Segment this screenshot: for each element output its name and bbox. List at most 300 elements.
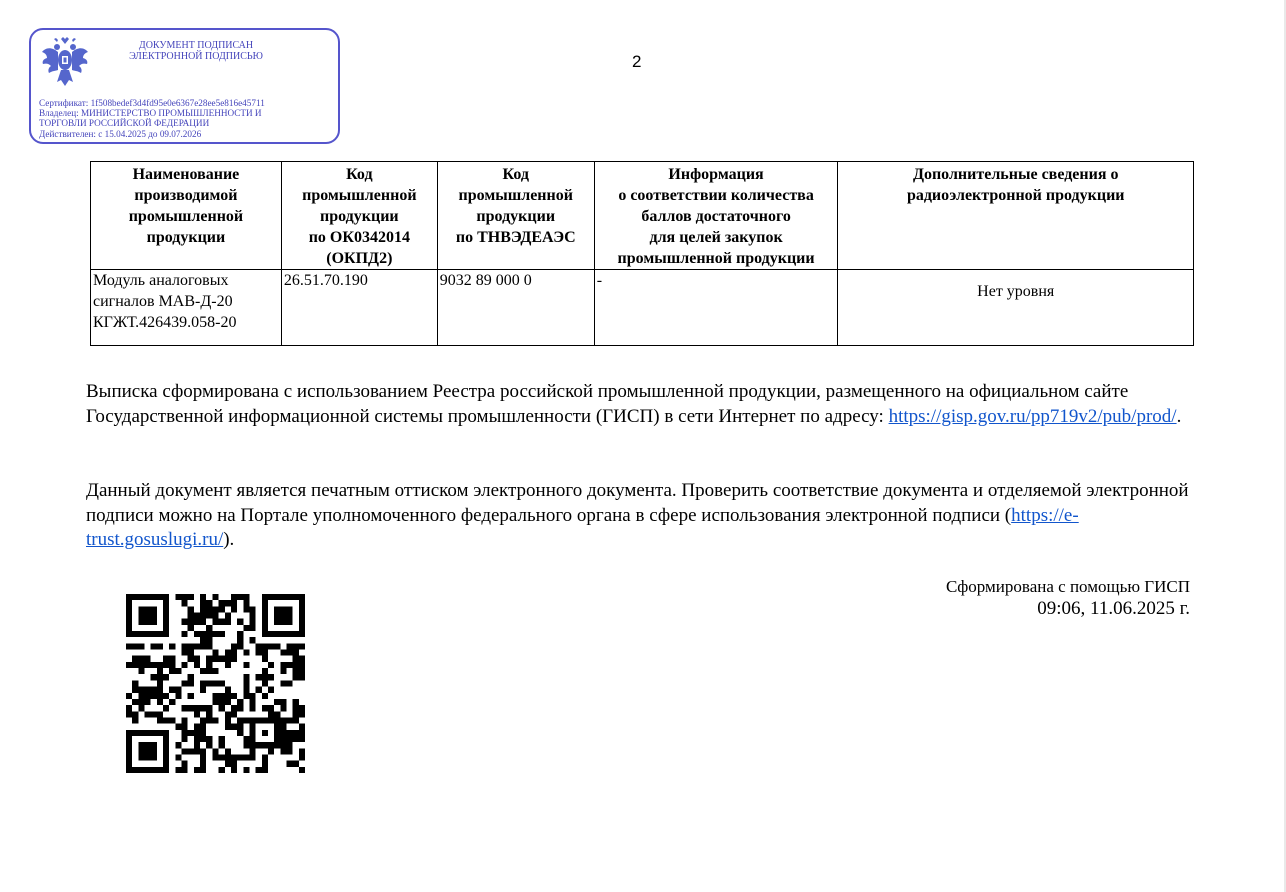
qr-module: [188, 705, 194, 711]
qr-module: [225, 693, 231, 699]
qr-module: [132, 656, 138, 662]
qr-module: [188, 656, 194, 662]
qr-module: [163, 674, 169, 680]
qr-module: [219, 705, 225, 711]
qr-module: [293, 594, 299, 600]
qr-module: [280, 705, 286, 711]
qr-module: [132, 643, 138, 649]
qr-module: [126, 705, 132, 711]
qr-module: [256, 767, 262, 773]
qr-module: [206, 711, 212, 717]
qr-module: [194, 631, 200, 637]
qr-module: [194, 662, 200, 668]
qr-module: [194, 619, 200, 625]
qr-module: [243, 680, 249, 686]
qr-module: [212, 594, 218, 600]
qr-module: [243, 625, 249, 631]
qr-module: [299, 643, 305, 649]
qr-module: [262, 643, 268, 649]
qr-module: [200, 631, 206, 637]
qr-module: [182, 594, 188, 600]
header-line: продукции: [476, 208, 556, 225]
qr-module: [200, 687, 206, 693]
qr-module: [299, 705, 305, 711]
qr-module: [163, 742, 169, 748]
qr-module: [262, 631, 268, 637]
stamp-title-line: ДОКУМЕНТ ПОДПИСАН: [138, 40, 254, 51]
qr-module: [268, 631, 274, 637]
qr-module: [237, 754, 243, 760]
qr-module: [274, 742, 280, 748]
qr-module: [194, 730, 200, 736]
qr-module: [286, 631, 292, 637]
qr-module: [188, 650, 194, 656]
qr-module: [145, 687, 151, 693]
qr-module: [206, 717, 212, 723]
qr-module: [268, 711, 274, 717]
qr-module: [299, 656, 305, 662]
paragraph-text: Данный документ является печатным оттиском электронного документа. Проверить соответствие документа и отделяемой электронной подписи можно на Портале уполномоченного федерального органа в сфере использования электронной подписи (: [86, 480, 1189, 526]
qr-module: [126, 761, 132, 767]
qr-module: [299, 730, 305, 736]
qr-module: [274, 643, 280, 649]
qr-module: [145, 742, 151, 748]
qr-module: [262, 730, 268, 736]
qr-module: [151, 594, 157, 600]
qr-module: [262, 754, 268, 760]
qr-module: [237, 717, 243, 723]
qr-module: [138, 742, 144, 748]
qr-module: [163, 606, 169, 612]
header-line: Дополнительные сведения о: [912, 166, 1119, 183]
qr-module: [219, 767, 225, 773]
qr-module: [175, 754, 181, 760]
qr-module: [286, 742, 292, 748]
qr-module: [299, 631, 305, 637]
qr-module: [219, 699, 225, 705]
qr-module: [151, 711, 157, 717]
qr-module: [212, 717, 218, 723]
qr-module: [299, 748, 305, 754]
qr-module: [286, 643, 292, 649]
header-line: (ОКПД2): [326, 250, 393, 267]
qr-module: [132, 687, 138, 693]
qr-module: [151, 613, 157, 619]
qr-module: [206, 656, 212, 662]
stamp-title-line: ЭЛЕКТРОННОЙ ПОДПИСЬЮ: [129, 51, 263, 62]
qr-module: [132, 662, 138, 668]
qr-module: [212, 606, 218, 612]
qr-module: [231, 650, 237, 656]
qr-module: [200, 754, 206, 760]
qr-module: [175, 693, 181, 699]
qr-module: [200, 668, 206, 674]
qr-module: [132, 717, 138, 723]
qr-module: [299, 754, 305, 760]
qr-module: [280, 619, 286, 625]
qr-module: [268, 705, 274, 711]
qr-module: [219, 631, 225, 637]
qr-module: [225, 656, 231, 662]
qr-module: [268, 643, 274, 649]
qr-module: [206, 625, 212, 631]
qr-module: [145, 619, 151, 625]
qr-module: [145, 748, 151, 754]
qr-module: [200, 724, 206, 730]
qr-module: [249, 748, 255, 754]
qr-module: [262, 656, 268, 662]
qr-module: [145, 656, 151, 662]
qr-module: [262, 606, 268, 612]
qr-module: [243, 736, 249, 742]
header-additional-info: [838, 162, 1194, 270]
qr-module: [200, 767, 206, 773]
qr-module: [293, 736, 299, 742]
cell-line: Модуль аналоговых: [93, 272, 229, 289]
qr-module: [262, 767, 268, 773]
stamp-owner: Владелец: МИНИСТЕРСТВО ПРОМЫШЛЕННОСТИ И: [39, 108, 262, 119]
qr-module: [132, 711, 138, 717]
qr-module: [194, 767, 200, 773]
qr-module: [169, 717, 175, 723]
paragraph-verification: [86, 479, 1196, 553]
qr-module: [206, 643, 212, 649]
qr-module: [262, 625, 268, 631]
qr-module: [194, 613, 200, 619]
header-product-name: [91, 162, 282, 270]
qr-module: [163, 730, 169, 736]
qr-module: [163, 736, 169, 742]
qr-module: [157, 687, 163, 693]
table-header-row: [91, 162, 1194, 270]
qr-module: [280, 668, 286, 674]
qr-module: [138, 606, 144, 612]
qr-module: [126, 736, 132, 742]
qr-module: [194, 656, 200, 662]
qr-module: [200, 600, 206, 606]
qr-module: [182, 724, 188, 730]
qr-module: [163, 662, 169, 668]
qr-module: [286, 748, 292, 754]
qr-module: [200, 748, 206, 754]
qr-module: [243, 687, 249, 693]
page-number: 2: [632, 52, 642, 71]
qr-module: [262, 650, 268, 656]
qr-module: [182, 730, 188, 736]
qr-module: [293, 717, 299, 723]
qr-module: [206, 736, 212, 742]
qr-module: [262, 761, 268, 767]
qr-module: [151, 606, 157, 612]
qr-module: [157, 767, 163, 773]
qr-module: [132, 631, 138, 637]
qr-module: [243, 662, 249, 668]
qr-module: [293, 730, 299, 736]
stamp-details: [39, 98, 265, 139]
qr-module: [280, 650, 286, 656]
qr-module: [237, 705, 243, 711]
qr-module: [286, 717, 292, 723]
qr-module: [163, 600, 169, 606]
qr-module: [182, 680, 188, 686]
qr-module: [157, 680, 163, 686]
header-line: Код: [502, 166, 529, 183]
qr-module: [157, 662, 163, 668]
qr-module: [280, 748, 286, 754]
paragraph-punct: .: [1176, 405, 1182, 427]
qr-module: [231, 754, 237, 760]
qr-module: [151, 730, 157, 736]
header-line: продукции: [146, 229, 226, 246]
qr-module: [206, 680, 212, 686]
qr-module: [145, 730, 151, 736]
qr-module: [126, 600, 132, 606]
qr-module: [237, 594, 243, 600]
qr-module: [212, 680, 218, 686]
qr-module: [138, 662, 144, 668]
qr-module: [293, 668, 299, 674]
qr-module: [200, 717, 206, 723]
qr-module: [299, 711, 305, 717]
qr-module: [231, 767, 237, 773]
qr-module: [126, 631, 132, 637]
qr-module: [299, 594, 305, 600]
qr-module: [219, 736, 225, 742]
qr-module: [237, 643, 243, 649]
qr-module: [212, 650, 218, 656]
qr-module: [219, 754, 225, 760]
qr-module: [219, 680, 225, 686]
qr-module: [274, 711, 280, 717]
qr-module: [237, 637, 243, 643]
stamp-title: [121, 40, 271, 62]
qr-module: [243, 767, 249, 773]
qr-module: [188, 674, 194, 680]
qr-module: [231, 761, 237, 767]
qr-module: [151, 687, 157, 693]
qr-module: [268, 687, 274, 693]
qr-module: [206, 631, 212, 637]
qr-module: [132, 680, 138, 686]
header-line: для целей закупок: [649, 229, 783, 246]
qr-module: [274, 613, 280, 619]
paragraph-text: Выписка сформирована с использованием Реестра российской промышленной продукции, размещенного на официальном сайте Государственной информационной системы промышленности (ГИСП) в сети Интернет по адресу:: [86, 381, 1129, 427]
header-line: промышленной продукции: [617, 250, 815, 267]
qr-module: [293, 650, 299, 656]
qr-module: [145, 754, 151, 760]
qr-module: [231, 711, 237, 717]
qr-module: [138, 767, 144, 773]
qr-module: [126, 730, 132, 736]
header-line: Код: [346, 166, 373, 183]
qr-module: [145, 662, 151, 668]
qr-module: [268, 748, 274, 754]
qr-module: [182, 705, 188, 711]
qr-module: [219, 606, 225, 612]
gisp-link[interactable]: https://gisp.gov.ru/pp719v2/pub/prod/: [888, 405, 1177, 427]
qr-module: [175, 767, 181, 773]
qr-module: [163, 656, 169, 662]
qr-module: [243, 600, 249, 606]
qr-module: [225, 650, 231, 656]
qr-module: [151, 767, 157, 773]
qr-module: [249, 619, 255, 625]
header-line: о соответствии количества: [618, 187, 814, 204]
qr-module: [212, 668, 218, 674]
qr-module: [126, 662, 132, 668]
qr-module: [274, 699, 280, 705]
qr-module: [212, 699, 218, 705]
qr-module: [286, 619, 292, 625]
qr-module: [293, 711, 299, 717]
qr-module: [262, 680, 268, 686]
qr-module: [138, 619, 144, 625]
qr-module: [182, 748, 188, 754]
qr-module: [262, 717, 268, 723]
qr-module: [299, 619, 305, 625]
qr-module: [212, 619, 218, 625]
qr-module: [138, 643, 144, 649]
qr-module: [225, 711, 231, 717]
qr-module: [262, 613, 268, 619]
qr-module: [182, 619, 188, 625]
qr-module: [138, 687, 144, 693]
qr-module: [249, 693, 255, 699]
qr-module: [163, 761, 169, 767]
qr-module: [243, 742, 249, 748]
header-line: Информация: [668, 166, 764, 183]
qr-module: [293, 699, 299, 705]
qr-module: [145, 631, 151, 637]
qr-module: [219, 619, 225, 625]
qr-module: [175, 687, 181, 693]
qr-module: [163, 625, 169, 631]
qr-module: [194, 643, 200, 649]
qr-module: [280, 594, 286, 600]
header-line: промышленной: [458, 187, 573, 204]
qr-module: [293, 674, 299, 680]
qr-module: [163, 693, 169, 699]
qr-module: [286, 730, 292, 736]
qr-module: [145, 693, 151, 699]
qr-module: [188, 613, 194, 619]
header-line: промышленной: [302, 187, 417, 204]
qr-module: [249, 724, 255, 730]
qr-module: [249, 736, 255, 742]
qr-module: [206, 662, 212, 668]
qr-module: [268, 674, 274, 680]
qr-module: [200, 594, 206, 600]
qr-module: [157, 717, 163, 723]
qr-module: [126, 619, 132, 625]
qr-module: [225, 687, 231, 693]
qr-module: [225, 761, 231, 767]
qr-module: [151, 674, 157, 680]
qr-module: [268, 742, 274, 748]
qr-module: [249, 637, 255, 643]
qr-module: [262, 693, 268, 699]
qr-module: [219, 742, 225, 748]
qr-module: [132, 730, 138, 736]
qr-module: [280, 699, 286, 705]
qr-module: [299, 767, 305, 773]
qr-module: [262, 742, 268, 748]
qr-module: [200, 637, 206, 643]
qr-module: [138, 748, 144, 754]
qr-module: [169, 656, 175, 662]
qr-module: [194, 705, 200, 711]
qr-module: [200, 680, 206, 686]
qr-module: [231, 606, 237, 612]
etrust-link[interactable]: https://e-trust.gosuslugi.ru/: [86, 504, 1079, 550]
qr-module: [286, 613, 292, 619]
qr-module: [280, 631, 286, 637]
qr-module: [126, 643, 132, 649]
qr-module: [225, 724, 231, 730]
qr-module: [243, 594, 249, 600]
qr-module: [225, 613, 231, 619]
qr-module: [280, 680, 286, 686]
qr-module: [274, 724, 280, 730]
qr-module: [157, 594, 163, 600]
qr-module: [182, 761, 188, 767]
qr-module: [299, 668, 305, 674]
qr-module: [138, 730, 144, 736]
qr-module: [206, 668, 212, 674]
qr-module: [286, 761, 292, 767]
qr-module: [212, 693, 218, 699]
qr-module: [200, 613, 206, 619]
qr-module: [206, 606, 212, 612]
qr-module: [182, 717, 188, 723]
qr-module: [169, 668, 175, 674]
qr-module: [286, 662, 292, 668]
qr-module: [262, 668, 268, 674]
qr-module: [212, 613, 218, 619]
qr-module: [194, 736, 200, 742]
qr-module: [231, 656, 237, 662]
qr-module: [200, 606, 206, 612]
qr-module: [163, 754, 169, 760]
qr-module: [126, 754, 132, 760]
qr-module: [262, 705, 268, 711]
qr-module: [126, 594, 132, 600]
qr-module: [280, 742, 286, 748]
qr-module: [163, 613, 169, 619]
qr-module: [280, 613, 286, 619]
qr-module: [138, 693, 144, 699]
qr-module: [126, 625, 132, 631]
cell-line: КГЖТ.426439.058-20: [93, 314, 237, 331]
qr-module: [206, 637, 212, 643]
qr-module: [175, 742, 181, 748]
header-okpd2: [281, 162, 437, 270]
qr-module: [163, 705, 169, 711]
qr-module: [280, 736, 286, 742]
qr-module: [256, 643, 262, 649]
qr-module: [299, 736, 305, 742]
paragraph-punct: ).: [223, 529, 235, 550]
qr-module: [299, 724, 305, 730]
generated-label: Сформирована с помощью ГИСП: [945, 577, 1190, 596]
qr-module: [299, 625, 305, 631]
qr-module: [231, 594, 237, 600]
qr-module: [219, 656, 225, 662]
qr-module: [256, 650, 262, 656]
qr-module: [286, 736, 292, 742]
qr-module: [243, 693, 249, 699]
qr-module: [163, 717, 169, 723]
